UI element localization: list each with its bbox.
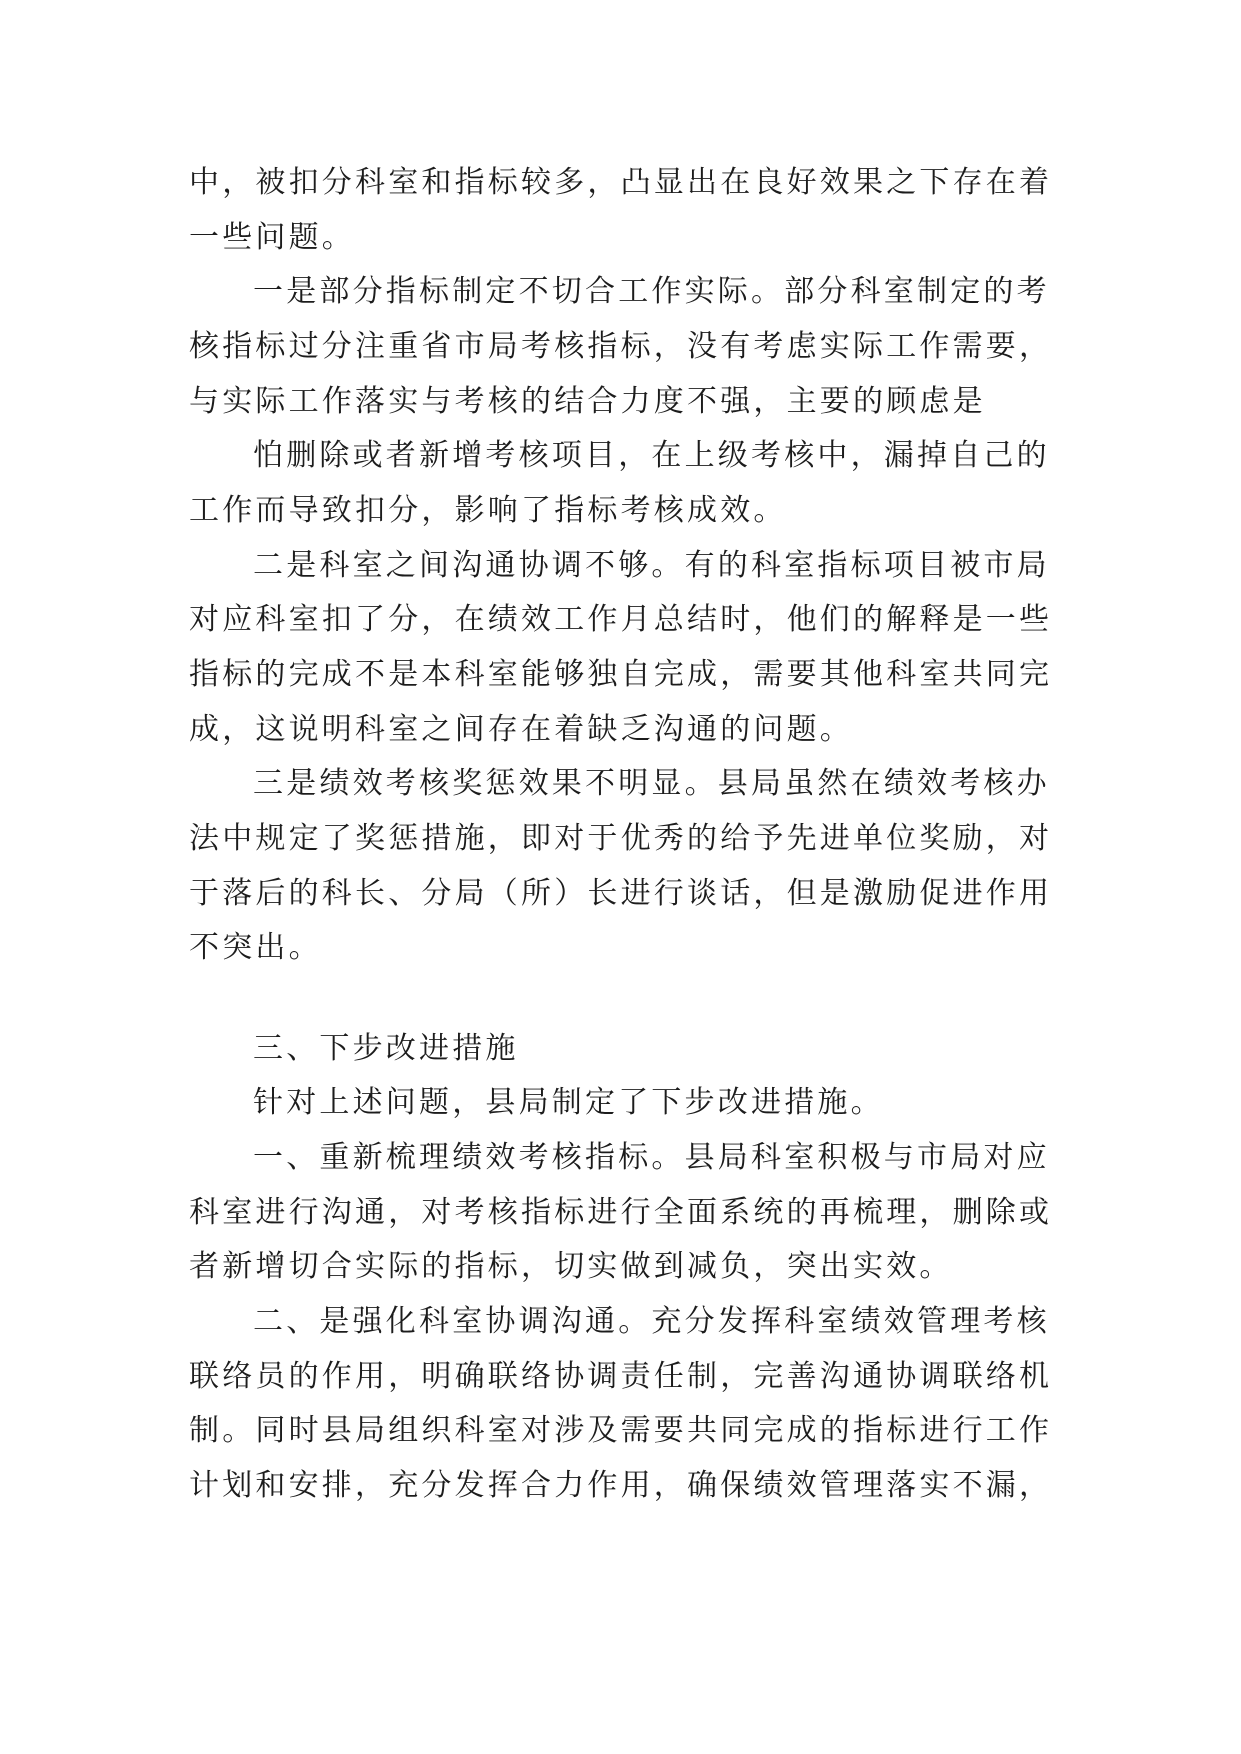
text-line: 中，被扣分科室和指标较多，凸显出在良好效果之下存在着 <box>189 165 1053 200</box>
text-line: 法中规定了奖惩措施，即对于优秀的给予先进单位奖励，对 <box>189 821 1053 856</box>
paragraph-start-line: 一是部分指标制定不切合工作实际。部分科室制定的考 <box>253 274 1050 309</box>
text-line: 对应科室扣了分，在绩效工作月总结时，他们的解释是一些 <box>189 602 1053 637</box>
text-line: 工作而导致扣分，影响了指标考核成效。 <box>189 493 787 528</box>
text-line: 指标的完成不是本科室能够独自完成，需要其他科室共同完 <box>189 657 1053 692</box>
section-heading: 三、下步改进措施 <box>253 1031 519 1066</box>
paragraph-start-line: 二是科室之间沟通协调不够。有的科室指标项目被市局 <box>253 548 1050 583</box>
text-line: 计划和安排，充分发挥合力作用，确保绩效管理落实不漏， <box>189 1468 1053 1503</box>
text-line: 核指标过分注重省市局考核指标，没有考虑实际工作需要， <box>189 329 1053 364</box>
text-line: 科室进行沟通，对考核指标进行全面系统的再梳理，删除或 <box>189 1195 1053 1230</box>
text-line: 一些问题。 <box>189 220 355 255</box>
text-line: 者新增切合实际的指标，切实做到减负，突出实效。 <box>189 1249 953 1284</box>
paragraph-start-line: 一、重新梳理绩效考核指标。县局科室积极与市局对应 <box>253 1140 1050 1175</box>
text-line: 不突出。 <box>189 930 322 965</box>
text-line: 与实际工作落实与考核的结合力度不强，主要的顾虑是 <box>189 384 986 419</box>
text-line: 成，这说明科室之间存在着缺乏沟通的问题。 <box>189 712 853 747</box>
paragraph-start-line: 针对上述问题，县局制定了下步改进措施。 <box>253 1085 884 1120</box>
text-line: 制。同时县局组织科室对涉及需要共同完成的指标进行工作 <box>189 1413 1053 1448</box>
paragraph-start-line: 三是绩效考核奖惩效果不明显。县局虽然在绩效考核办 <box>253 766 1050 801</box>
paragraph-start-line: 二、是强化科室协调沟通。充分发挥科室绩效管理考核 <box>253 1304 1050 1339</box>
text-line: 于落后的科长、分局（所）长进行谈话，但是激励促进作用 <box>189 876 1053 911</box>
paragraph-start-line: 怕删除或者新增考核项目，在上级考核中，漏掉自己的 <box>253 438 1050 473</box>
text-line: 联络员的作用，明确联络协调责任制，完善沟通协调联络机 <box>189 1359 1053 1394</box>
